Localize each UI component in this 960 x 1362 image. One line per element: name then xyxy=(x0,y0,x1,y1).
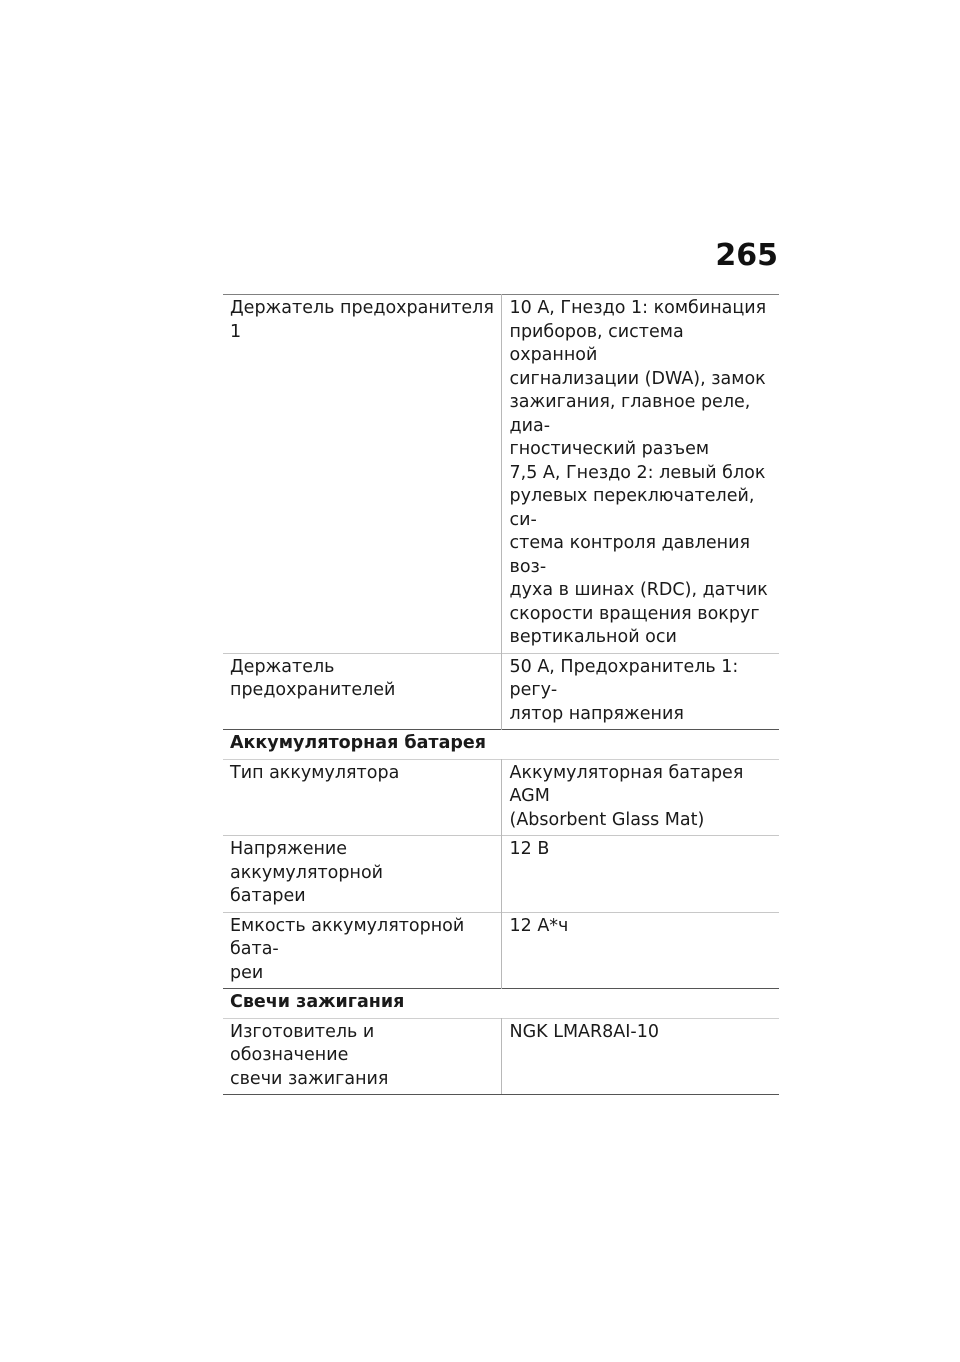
value-line: 12 В xyxy=(509,839,550,859)
section-title: Свечи зажигания xyxy=(223,989,779,1019)
label-line: Емкость аккумуляторной бата- xyxy=(230,915,465,959)
label-line: Напряжение аккумуляторной xyxy=(230,839,384,883)
section-header-battery xyxy=(223,730,779,760)
row-label: Держатель предохранителя 1 xyxy=(223,295,501,654)
table-row xyxy=(223,295,779,654)
table-row xyxy=(223,759,779,836)
row-value xyxy=(501,759,779,836)
row-value xyxy=(501,912,779,989)
spec-table xyxy=(223,294,779,1095)
value-line: 10 А, Гнездо 1: комбинация xyxy=(509,298,767,318)
label-line: Тип аккумулятора xyxy=(230,762,400,783)
row-value xyxy=(501,1018,779,1095)
section-header-spark-plugs xyxy=(223,989,779,1019)
label-line: свечи зажигания xyxy=(230,1068,389,1089)
row-label xyxy=(223,1018,501,1095)
value-line: NGK LMAR8AI-10 xyxy=(509,1021,660,1042)
value-line: духа в шинах (RDC), датчик xyxy=(509,580,768,600)
value-line: (Absorbent Glass Mat) xyxy=(509,809,705,830)
row-value xyxy=(501,836,779,913)
table-row xyxy=(223,1018,779,1095)
value-line: гностический разъем xyxy=(509,439,710,459)
value-line: лятор напряжения xyxy=(509,703,684,724)
value-line: стема контроля давления воз- xyxy=(509,533,751,577)
table-row xyxy=(223,653,779,730)
value-line: 7,5 А, Гнездо 2: левый блок xyxy=(509,462,766,483)
section-title: Аккумуляторная батарея xyxy=(223,730,779,760)
row-label xyxy=(223,836,501,913)
row-value xyxy=(501,295,779,654)
value-line: 12 А*ч xyxy=(509,915,569,936)
value-line: скорости вращения вокруг xyxy=(509,603,760,624)
value-line: рулевых переключателей, си- xyxy=(509,486,755,530)
label-line: реи xyxy=(230,962,264,983)
row-label xyxy=(223,759,501,836)
row-label xyxy=(223,912,501,989)
page-number: 265 xyxy=(715,238,778,273)
value-line: 50 А, Предохранитель 1: регу- xyxy=(509,656,739,700)
value-line: зажигания, главное реле, диа- xyxy=(509,392,751,436)
value-line: сигнализации (DWA), замок xyxy=(509,368,766,389)
row-value xyxy=(501,653,779,730)
value-line: Аккумуляторная батарея AGM xyxy=(509,762,744,806)
label-line: Изготовитель и обозначение xyxy=(230,1021,375,1065)
value-line: приборов, система охранной xyxy=(509,321,684,365)
value-line: вертикальной оси xyxy=(509,627,677,647)
label-line: батареи xyxy=(230,886,306,906)
table-row xyxy=(223,912,779,989)
row-label: Держатель предохранителей xyxy=(223,653,501,730)
table-row xyxy=(223,836,779,913)
